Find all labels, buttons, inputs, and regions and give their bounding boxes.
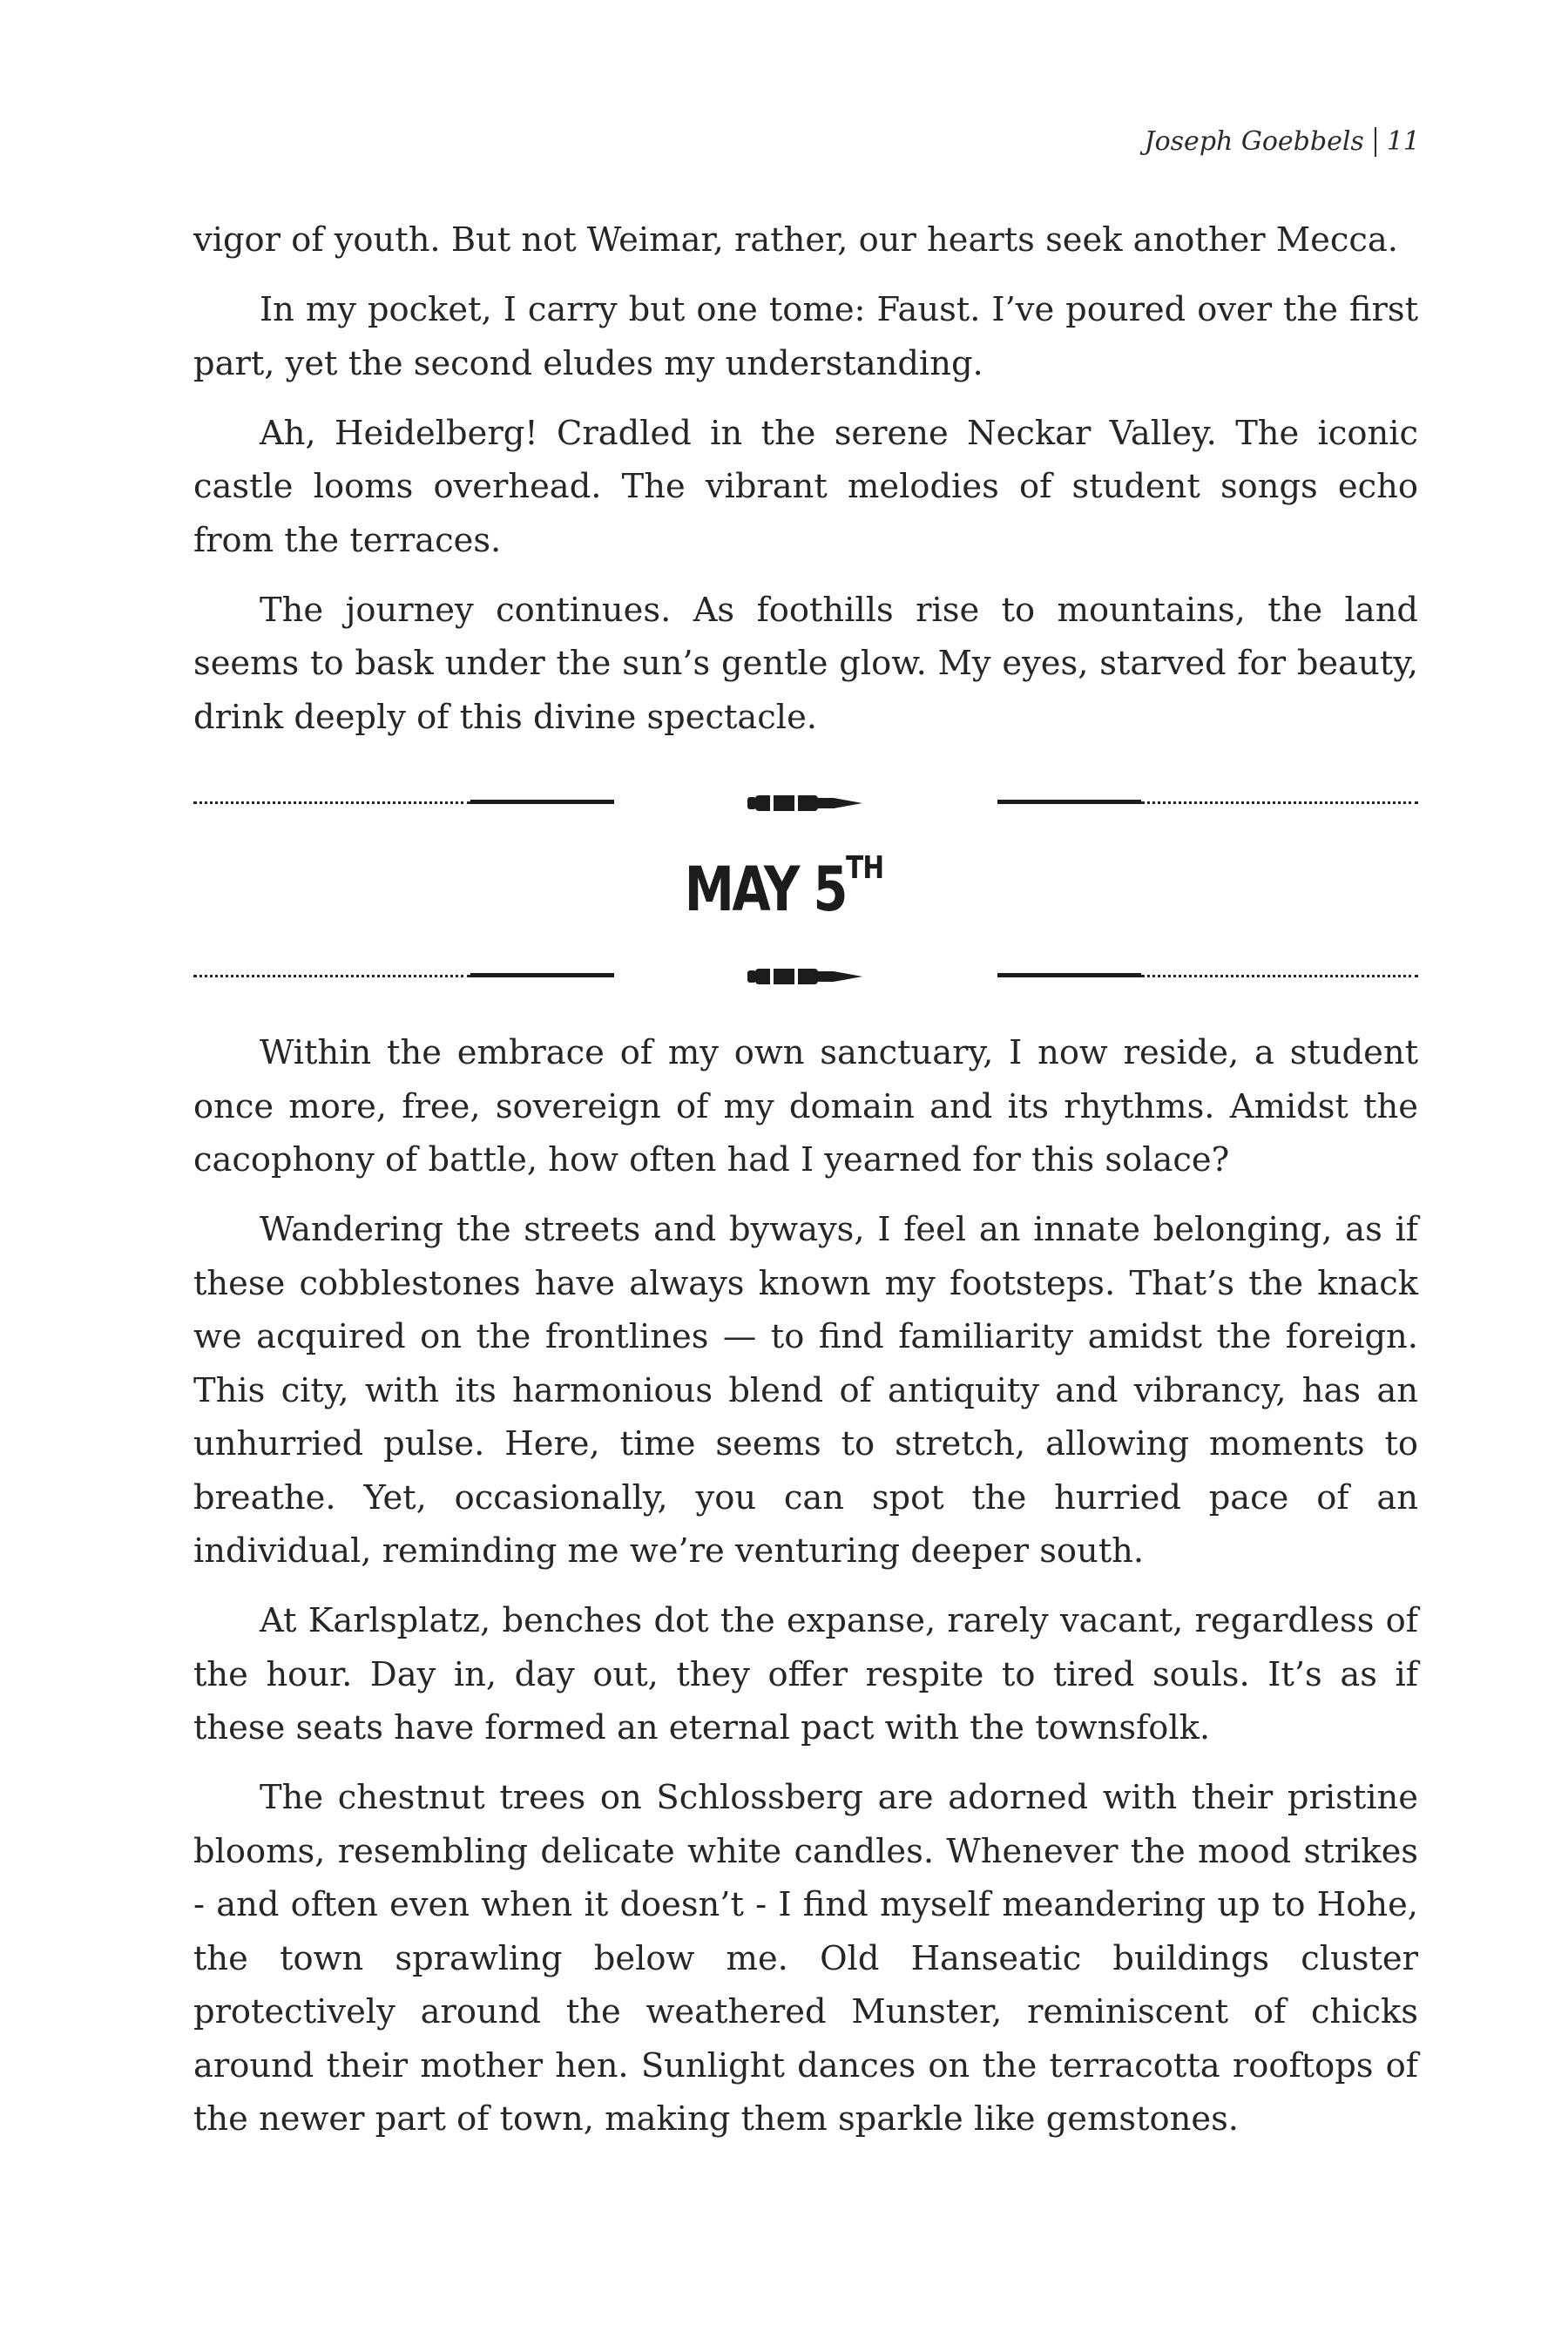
date-main: MAY 5: [684, 854, 847, 925]
paragraph: Wandering the streets and byways, I feel an innate belonging, as if these cobblestones have always known my footsteps. That’s the knack we acquired on the frontlines — to find familiarity amidst the foreign. This city, with its harmonious blend of antiquity and vibrancy, has an unhurried pulse. Here, time seems to stretch, allowing moments to breathe. Yet, occasionally, you can spot the hurried pace of an individual, reminding me we’re venturing deeper south.: [193, 1210, 1418, 1571]
paragraph: Ah, Heidelberg! Cradled in the serene Neckar Valley. The iconic castle looms overhead. The vibrant melodies of student songs echo from the terraces.: [193, 413, 1418, 560]
paragraph: The journey continues. As foothills rise to mountains, the land seems to bask under the sun’s gentle glow. My eyes, starved for beauty, drink deeply of this divine spectacle.: [193, 590, 1418, 737]
dotted-rule-right: [1141, 975, 1418, 977]
section-date-heading: [141, 850, 1427, 925]
header-divider: [1375, 127, 1376, 157]
section-divider-bottom: [193, 959, 1418, 994]
paragraph: At Karlsplatz, benches dot the expanse, rarely vacant, regardless of the hour. Day in, day out, they offer respite to tired souls. It’s as if these seats have formed an eternal pact with the townsfolk.: [193, 1601, 1418, 1747]
running-title: Joseph Goebbels: [1144, 126, 1364, 157]
dotted-rule-left: [193, 975, 470, 977]
fountain-pen-icon: [740, 961, 871, 992]
paragraph: The chestnut trees on Schlossberg are adorned with their pristine blooms, resembling delicate white candles. Whenever the mood strikes - and often even when it doesn’t - I find myself meandering up to Hohe, the town sprawling below me. Old Hanseatic buildings cluster protectively around the weathered Munster, reminiscent of chicks around their mother hen. Sunlight dances on the terracotta rooftops of the newer part of town, making them sparkle like gemstones.: [193, 1778, 1418, 2139]
solid-rule-left: [470, 973, 614, 977]
page-number: 11: [1386, 126, 1420, 157]
paragraph: vigor of youth. But not Weimar, rather, our hearts seek another Mecca.: [193, 220, 1398, 260]
dotted-rule-left: [193, 801, 470, 804]
paragraph: Within the embrace of my own sanctuary, I now reside, a student once more, free, sovereign of my domain and its rhythms. Amidst the cacophony of battle, how often had I yearned for this solace?: [193, 1033, 1418, 1179]
dotted-rule-right: [1141, 801, 1418, 804]
solid-rule-left: [470, 800, 614, 804]
solid-rule-right: [997, 973, 1141, 977]
fountain-pen-icon: [740, 787, 871, 819]
running-header: [1145, 126, 1420, 157]
text-block-bottom: [193, 1026, 1418, 2162]
solid-rule-right: [997, 800, 1141, 804]
paragraph: In my pocket, I carry but one tome: Faust. I’ve poured over the first part, yet the second eludes my understanding.: [193, 290, 1418, 383]
section-divider-top: [193, 786, 1418, 821]
text-block-top: [193, 213, 1418, 760]
date-suffix: TH: [846, 850, 884, 886]
